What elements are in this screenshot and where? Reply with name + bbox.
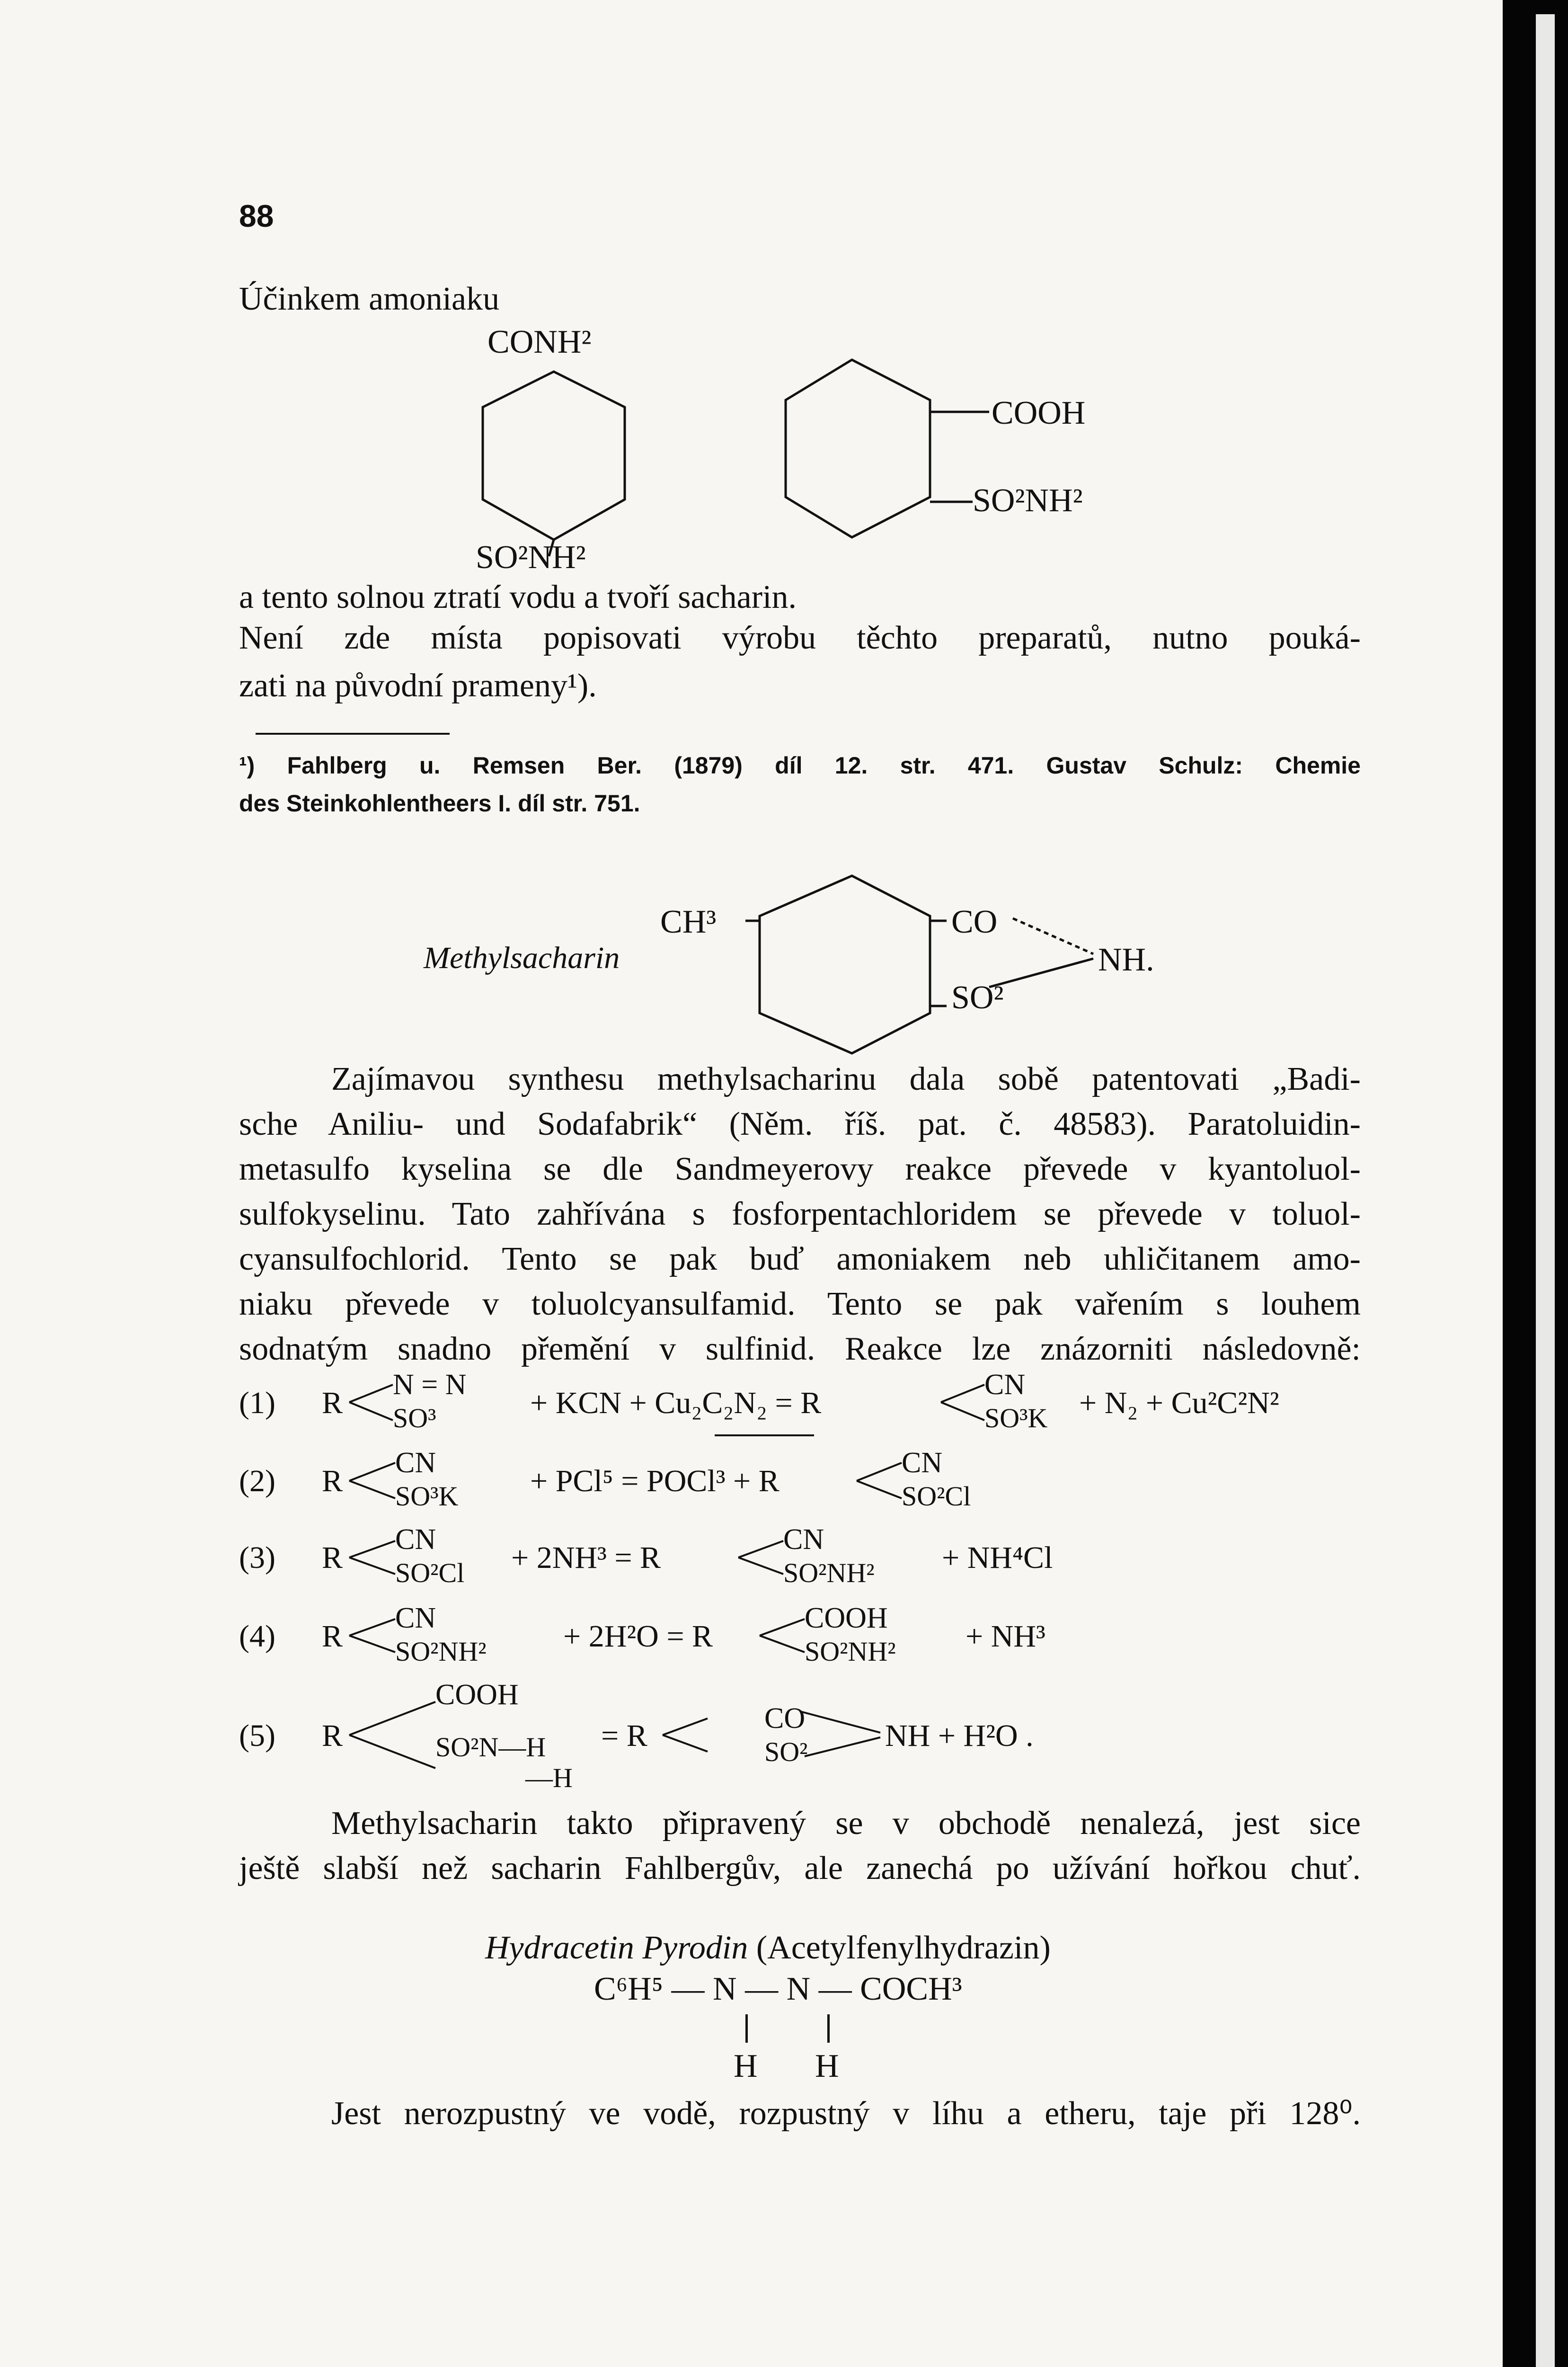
para2-line-3: metasulfo kyselina se dle Sandmeyerovy reakce převede v kyantoluol- xyxy=(239,1151,1361,1187)
reaction-4-number: (4) xyxy=(239,1619,275,1654)
reaction-4-c-bot: SO²NH² xyxy=(805,1636,896,1667)
reaction-4-a-top: CN xyxy=(395,1602,436,1634)
reaction-4-r: R xyxy=(322,1619,343,1654)
page-number: 88 xyxy=(239,198,274,233)
so2-group: SO² xyxy=(951,979,1004,1016)
reaction-3-mid: + 2NH³ = R xyxy=(511,1540,661,1575)
reaction-1-mid: + KCN + Cu₂C₂N₂ = R xyxy=(530,1386,822,1420)
para2-line-7: sodnatým snadno přemění v sulfinid. Reakce lze znázorniti následovně: xyxy=(239,1331,1361,1367)
scan-edge xyxy=(1503,0,1568,2367)
reaction-2-a-bot: SO³K xyxy=(395,1481,459,1512)
hydrogen-1: H xyxy=(734,2048,758,2084)
methyl-group: CH³ xyxy=(660,904,717,940)
reaction-1-r: R xyxy=(322,1386,343,1420)
reaction-2-c-top: CN xyxy=(902,1447,943,1479)
scan-edge-strip xyxy=(1536,14,1555,2367)
reaction-3-r: R xyxy=(322,1540,343,1575)
hydracetin-formula: C⁶H⁵ — N — N — COCH³ xyxy=(594,1971,962,2007)
group-so2nh2-bottom: SO²NH² xyxy=(476,539,586,576)
bond-line-2 xyxy=(827,2014,830,2043)
group-conh2: CONH² xyxy=(487,324,592,360)
reaction-5-a-bot: SO²N—H xyxy=(435,1732,546,1762)
co-group: CO xyxy=(951,904,998,940)
reaction-1-number: (1) xyxy=(239,1386,275,1420)
reaction-4-c-top: COOH xyxy=(805,1602,888,1634)
reaction-1-c-top: CN xyxy=(984,1369,1026,1401)
reaction-5-r: R xyxy=(322,1718,343,1753)
reaction-3-end: + NH⁴Cl xyxy=(942,1540,1053,1575)
final-line: Jest nerozpustný ve vodě, rozpustný v líhu a etheru, taje při 128⁰. xyxy=(331,2095,1361,2132)
reaction-3-a-top: CN xyxy=(395,1523,436,1556)
footnote-line-2: des Steinkohlentheers I. díl str. 751. xyxy=(239,790,640,817)
para2-line-4: sulfokyselinu. Tato zahřívána s fosforpentachloridem se převede v toluol- xyxy=(239,1196,1361,1232)
footnote-line-1: ¹) Fahlberg u. Remsen Ber. (1879) díl 12. str. 471. Gustav Schulz: Chemie xyxy=(239,752,1361,779)
hydracetin-subtitle: (Acetylfenylhydrazin) xyxy=(756,1930,1051,1966)
reaction-5-c-top: CO xyxy=(764,1702,806,1735)
reaction-1-end: + N₂ + Cu²C²N² xyxy=(1079,1386,1279,1420)
reaction-3-number: (3) xyxy=(239,1540,275,1575)
hydracetin-title xyxy=(485,1926,1051,1970)
reaction-2-a-top: CN xyxy=(395,1447,436,1479)
section-heading: Účinkem amoniaku xyxy=(239,281,500,317)
reaction-5-number: (5) xyxy=(239,1718,275,1753)
para2-line-6: niaku převede v toluolcyansulfamid. Tento se pak vařením s louhem xyxy=(239,1286,1361,1322)
nh-group: NH. xyxy=(1098,942,1154,978)
para3-line-1: Methylsacharin takto připravený se v obchodě nenalezá, jest sice xyxy=(331,1805,1361,1842)
para1-line-2: Není zde místa popisovati výrobu těchto preparatů, nutno pouká- xyxy=(239,620,1361,656)
reaction-5-c-bot: SO² xyxy=(764,1736,808,1767)
reaction-2-mid: + PCl⁵ = POCl³ + R xyxy=(530,1464,780,1498)
group-so2nh2-right: SO²NH² xyxy=(973,482,1083,519)
reaction-5-a-extra: —H xyxy=(525,1762,573,1793)
reaction-2-c-bot: SO²Cl xyxy=(902,1481,971,1512)
para3-line-2: ještě slabší než sacharin Fahlbergův, ale zanechá po užívání hořkou chuť. xyxy=(239,1850,1361,1886)
reaction-3-a-bot: SO²Cl xyxy=(395,1557,465,1588)
hydracetin-name: Hydracetin Pyrodin xyxy=(485,1930,748,1966)
reaction-2-r: R xyxy=(322,1464,343,1498)
reaction-2-number: (2) xyxy=(239,1464,275,1498)
reaction-4-a-bot: SO²NH² xyxy=(395,1636,487,1667)
reaction-5-mid: = R xyxy=(601,1718,647,1753)
reaction-1-c-bot: SO³K xyxy=(984,1403,1048,1433)
para1-line-3: zati na původní prameny¹). xyxy=(239,667,597,704)
para2-line-2: sche Aniliu- und Sodafabrik“ (Něm. říš. pat. č. 48583). Paratoluidin- xyxy=(239,1106,1361,1142)
reaction-1-a-top: N = N xyxy=(393,1369,467,1401)
para2-line-1: Zajímavou synthesu methylsacharinu dala sobě patentovati „Badi- xyxy=(331,1061,1361,1097)
reaction-3-c-top: CN xyxy=(783,1523,824,1556)
para1-line-1: a tento solnou ztratí vodu a tvoří sacharin. xyxy=(239,579,797,615)
reaction-5-end: NH + H²O . xyxy=(885,1718,1034,1753)
bond-line-1 xyxy=(745,2014,748,2043)
methylsacharin-label: Methylsacharin xyxy=(424,941,620,975)
reaction-5-a-top: COOH xyxy=(435,1679,519,1711)
reaction-4-mid: + 2H²O = R xyxy=(563,1619,713,1654)
hydrogen-2: H xyxy=(815,2048,839,2084)
reaction-1-a-bot: SO³ xyxy=(393,1403,436,1433)
group-cooh: COOH xyxy=(992,395,1086,431)
para2-line-5: cyansulfochlorid. Tento se pak buď amoniakem neb uhličitanem amo- xyxy=(239,1241,1361,1277)
reaction-4-end: + NH³ xyxy=(966,1619,1045,1654)
reaction-3-c-bot: SO²NH² xyxy=(783,1557,875,1588)
